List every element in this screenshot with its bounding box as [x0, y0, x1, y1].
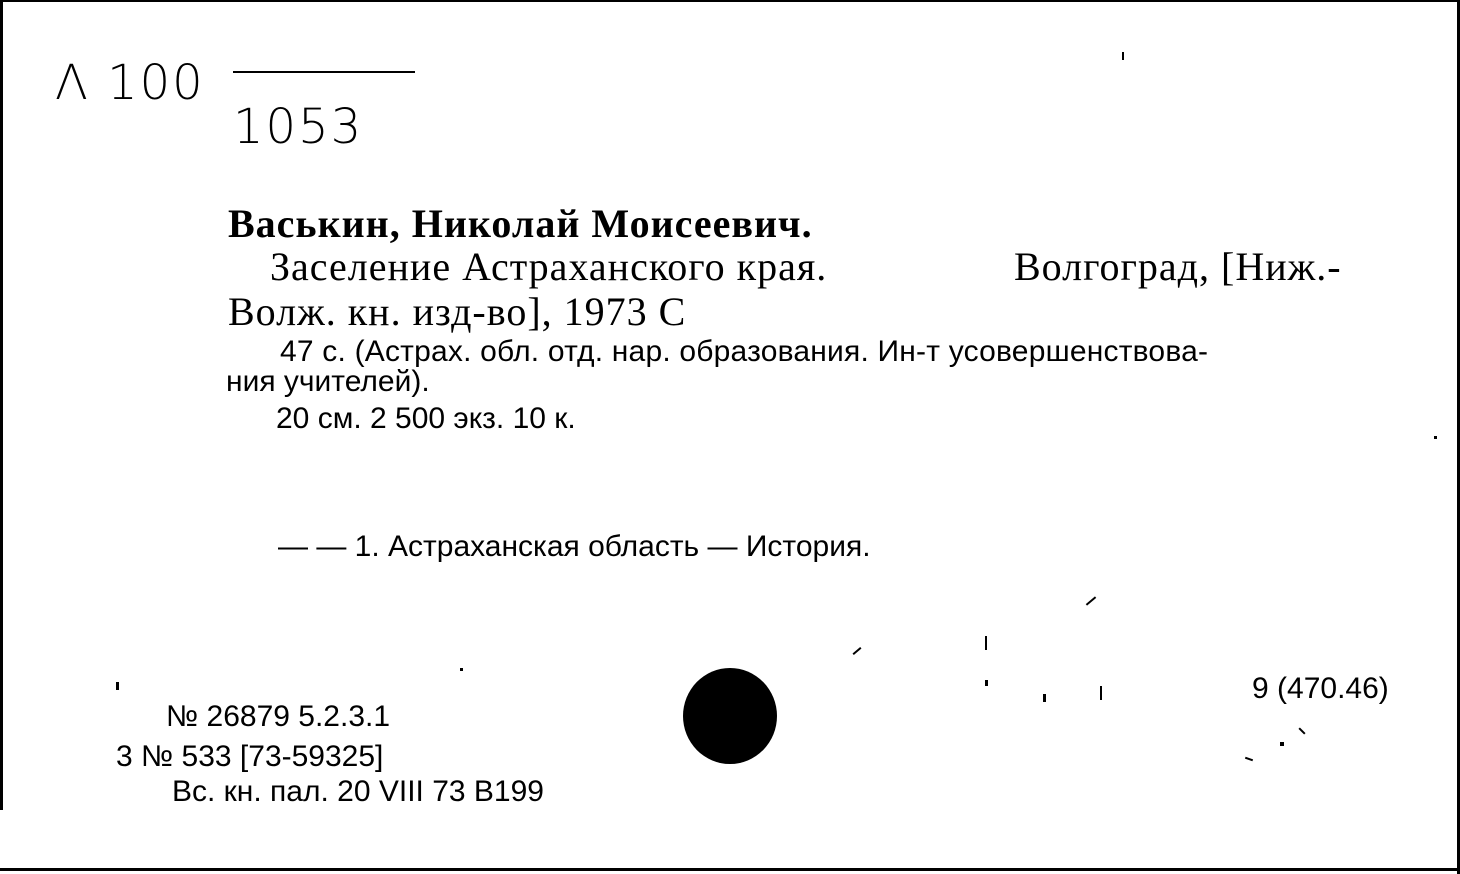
card-border-left — [0, 0, 3, 810]
speck — [1100, 686, 1102, 700]
speck — [1086, 596, 1096, 605]
order-number: 3 № 533 [73-59325] — [116, 740, 384, 773]
speck — [460, 668, 463, 671]
speck — [1298, 727, 1305, 734]
speck — [1280, 742, 1284, 746]
speck — [985, 680, 988, 686]
series-note-line-2: ния учителей). — [226, 365, 430, 398]
card-border-top — [0, 0, 1460, 2]
speck — [1122, 52, 1124, 60]
title-line-2: Волж. кн. изд-во], 1973 С — [228, 289, 687, 334]
speck — [1434, 436, 1437, 439]
shelfmark-overline — [233, 71, 415, 73]
series-note-line-1: 47 с. (Астрах. обл. отд. нар. образования. Ин-т усовершенствова- — [280, 335, 1209, 368]
card-border-bottom — [0, 868, 1460, 871]
title-text: Заселение Астраханского края. — [270, 244, 828, 289]
subject-heading: — — 1. Астраханская область — История. — [278, 530, 871, 563]
chamber-imprint: Вс. кн. пал. 20 VIII 73 В199 — [172, 775, 544, 808]
speck — [985, 636, 987, 650]
shelfmark-number: 1053 — [233, 99, 364, 155]
classification-mark: 9 (470.46) — [1252, 672, 1389, 705]
punch-hole — [683, 668, 777, 764]
physical-description: 20 см. 2 500 экз. 10 к. — [276, 402, 576, 435]
title-line-1 — [270, 243, 1342, 290]
register-number: № 26879 5.2.3.1 — [166, 700, 391, 733]
speck — [1043, 694, 1046, 702]
shelfmark-prefix: Λ 100 — [55, 55, 205, 111]
speck — [853, 647, 862, 655]
author-heading: Васькин, Николай Моисеевич. — [228, 201, 813, 246]
publication-place: Волгоград, [Ниж.- — [1014, 244, 1342, 289]
speck — [1245, 757, 1253, 762]
speck — [116, 682, 119, 690]
